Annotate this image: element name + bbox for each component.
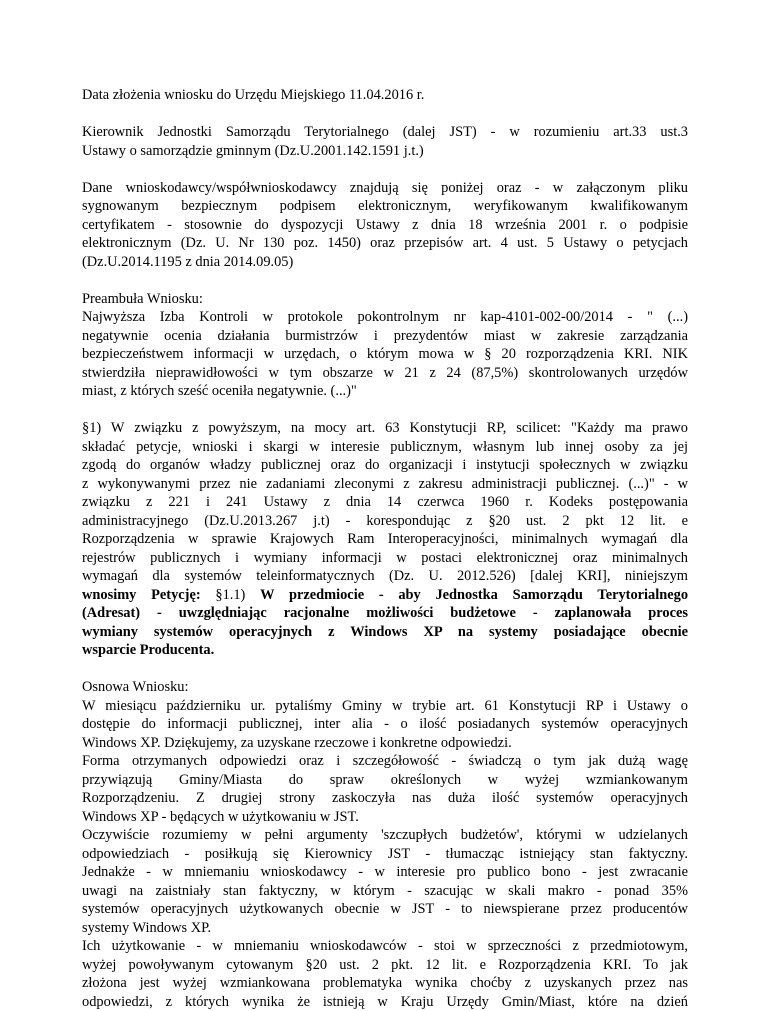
text-line: negatywnie ocenia działania burmistrzów i prezydentów miast w zakresie zarządzania	[82, 327, 688, 346]
petition-subject-line: wsparcie Producenta.	[82, 641, 688, 660]
text-line: sygnowanym bezpiecznym podpisem elektronicznym, weryfikowanym kwalifikowanym	[82, 197, 688, 216]
text-line: Windows XP - będących w użytkowaniu w JST.	[82, 808, 688, 827]
text-line: administracyjnego (Dz.U.2013.267 j.t) - korespondując z §20 ust. 2 pkt 12 lit. e	[82, 512, 688, 531]
submission-date: Data złożenia wniosku do Urzędu Miejskiego 11.04.2016 r.	[82, 86, 688, 105]
text-line: elektronicznym (Dz. U. Nr 130 poz. 1450) oraz przepisów art. 4 ust. 5 Ustawy o petycjach	[82, 234, 688, 253]
applicants-block	[82, 179, 688, 272]
text-line: Jednakże - w mniemaniu wnioskodawcy - w interesie pro publico bono - jest zwracanie	[82, 863, 688, 882]
text-line: bezpieczeństwem informacji w urzędach, o którym mowa w § 20 rozporządzenia KRI. NIK	[82, 345, 688, 364]
text-line: Oczywiście rozumiemy w pełni argumenty 'szczupłych budżetów', którymi w udzielanych	[82, 826, 688, 845]
text-line: stwierdziła nieprawidłowości w tym obszarze w 21 z 24 (87,5%) skontrolowanych urzędów	[82, 364, 688, 383]
text-line: z wykonywanymi przez nie zadaniami zleconymi z zakresu administracji publicznej. (...)" - w	[82, 475, 688, 494]
text-line: systemów operacyjnych użytkowanych obecnie w JST - to niewspierane przez producentów	[82, 900, 688, 919]
basis-body	[82, 697, 688, 1011]
text-line: systemy Windows XP.	[82, 919, 688, 938]
text-line: złożona jest wyżej wzmiankowana problematyka wynika choćby z uzyskanych przez nas	[82, 974, 688, 993]
text-line: Ich użytkowanie - w mniemaniu wnioskodawców - stoi w sprzeczności z przedmiotowym,	[82, 937, 688, 956]
text-line: certyfikatem - stosownie do dyspozycji Ustawy z dnia 18 września 2001 r. o podpisie	[82, 216, 688, 235]
addressee-block	[82, 123, 688, 160]
petition-subject: W przedmiocie - aby Jednostka Samorządu Terytorialnego	[260, 587, 688, 603]
text-line: Najwyższa Izba Kontroli w protokole pokontrolnym nr kap-4101-002-00/2014 - " (...)	[82, 308, 688, 327]
text-line: Dane wnioskodawcy/współwnioskodawcy znajdują się poniżej oraz - w załączonym pliku	[82, 179, 688, 198]
petition-subject-line: (Adresat) - uwzględniając racjonalne możliwości budżetowe - zaplanowała proces	[82, 604, 688, 623]
text-line: §1) W związku z powyższym, na mocy art. 63 Konstytucji RP, scilicet: "Każdy ma prawo	[82, 419, 688, 438]
text-line: Forma otrzymanych odpowiedzi oraz i szczegółowość - świadczą o tym jak dużą wagę	[82, 752, 688, 771]
text-line: Ustawy o samorządzie gminnym (Dz.U.2001.142.1591 j.t.)	[82, 142, 688, 161]
preamble-title: Preambuła Wniosku:	[82, 290, 688, 309]
text-line: uwagi na zaistniały stan faktyczny, w którym - szacując w skali makro - ponad 35%	[82, 882, 688, 901]
basis-title: Osnowa Wniosku:	[82, 678, 688, 697]
petition-request-line	[82, 586, 688, 605]
text-line: dostępie do informacji publicznej, inter alia - o ilość posiadanych systemów operacyjnych	[82, 715, 688, 734]
petition-lead: wnosimy Petycję:	[82, 587, 201, 603]
text-line: rejestrów publicznych i wymiany informacji w postaci elektronicznej oraz minimalnych	[82, 549, 688, 568]
text-line: Rozporządzeniu. Z drugiej strony zaskoczyła nas duża ilość systemów operacyjnych	[82, 789, 688, 808]
petition-subject-line: wymiany systemów operacyjnych z Windows XP na systemy posiadające obecnie	[82, 623, 688, 642]
text-line: zgodą do organów władzy publicznej oraz do organizacji i instytucji społecznych w związku	[82, 456, 688, 475]
text-line: przywiązują Gminy/Miasta do spraw określonych w wyżej wzmiankowanym	[82, 771, 688, 790]
text-line: miast, z których sześć oceniła negatywnie. (...)"	[82, 382, 688, 401]
petition-clause-ref: §1.1)	[201, 587, 260, 603]
document-page	[82, 86, 688, 1011]
text-line: wyżej powoływanym cytowanym §20 ust. 2 pkt. 12 lit. e Rozporządzenia KRI. To jak	[82, 956, 688, 975]
text-line: związku z 221 i 241 Ustawy z dnia 14 czerwca 1960 r. Kodeks postępowania	[82, 493, 688, 512]
preamble-section	[82, 290, 688, 401]
text-line: Rozporządzenia w sprawie Krajowych Ram Interoperacyjności, minimalnych wymagań dla	[82, 530, 688, 549]
text-line: wymagań dla systemów teleinformatycznych (Dz. U. 2012.526) [dalej KRI], niniejszym	[82, 567, 688, 586]
text-line: Windows XP. Dziękujemy, za uzyskane rzeczowe i konkretne odpowiedzi.	[82, 734, 688, 753]
text-line: W miesiącu październiku ur. pytaliśmy Gminy w trybie art. 61 Konstytucji RP i Ustawy o	[82, 697, 688, 716]
text-line: (Dz.U.2014.1195 z dnia 2014.09.05)	[82, 253, 688, 272]
text-line: składać petycje, wnioski i skargi w interesie publicznym, własnym lub innej osoby za jej	[82, 438, 688, 457]
petition-section-1	[82, 419, 688, 660]
text-line: odpowiedzi, z których wynika że istnieją w Kraju Urzędy Gmin/Miast, które na dzień	[82, 993, 688, 1011]
text-line: Kierownik Jednostki Samorządu Terytorialnego (dalej JST) - w rozumieniu art.33 ust.3	[82, 123, 688, 142]
text-line: odpowiedziach - posiłkują się Kierownicy JST - tłumacząc istniejący stan faktyczny.	[82, 845, 688, 864]
basis-section	[82, 678, 688, 1011]
